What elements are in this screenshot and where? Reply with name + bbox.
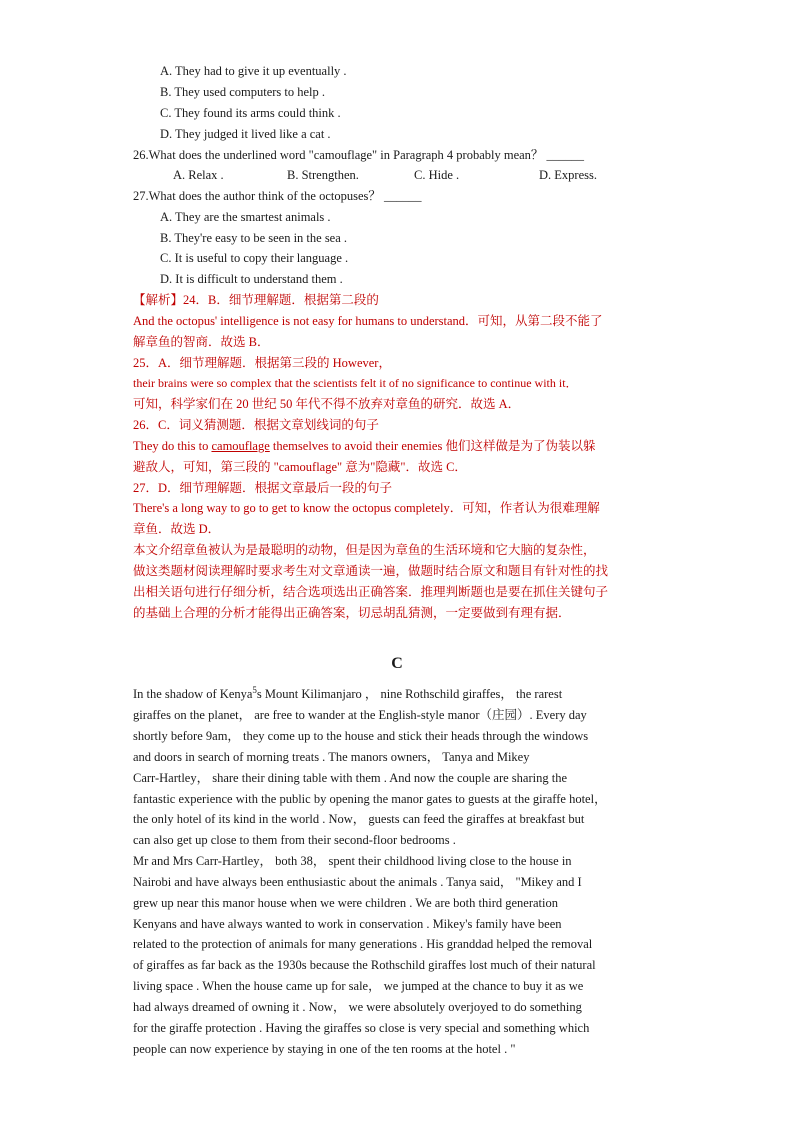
q27-option-c: C. It is useful to copy their language . [160,251,349,265]
q26-option-a: A. Relax . [173,168,224,182]
passage-line: Carr-Hartley， share their dining table with them . And now the couple are sharing the [133,771,567,785]
q27-option-a: A. They are the smartest animals . [160,210,331,224]
passage-line: and doors in search of morning treats . The manors owners， Tanya and Mikey [133,750,530,764]
analysis-26-underlined-word: camouflage [211,439,270,453]
analysis-27-quote-line [133,500,600,516]
analysis-27-conclusion: 章鱼．故选 D． [133,522,221,536]
analysis-24-quote-line [133,313,603,329]
passage-line: related to the protection of animals for many generations . His granddad helped the removal [133,937,593,951]
analysis-24-head [133,292,379,308]
analysis-25-head: 25．A．细节理解题．根据第三段的 However， [133,356,391,370]
passage-line: Mr and Mrs Carr-Hartley， both 38， spent their childhood living close to the house in [133,854,572,868]
analysis-summary-line: 的基础上合理的分析才能得出正确答案，切忌胡乱猜测，一定要做到有理有据． [133,606,571,620]
analysis-tag: 【解析】 [133,293,184,307]
passage-line-start: In the shadow of Kenya [133,687,253,701]
analysis-26-quote-start: They do this to [133,439,212,453]
analysis-25-quote: their brains were so complex that the scientists felt it of no significance to continue with it． [133,376,578,390]
analysis-25-conclusion: 可知，科学家们在 20 世纪 50 年代不得不放弃对章鱼的研究．故选 A． [133,397,521,411]
analysis-summary-line: 本文介绍章鱼被认为是最聪明的动物，但是因为章鱼的生活环境和它大脑的复杂性， [133,543,596,557]
analysis-summary-line: 出相关语句进行仔细分析，结合选项选出正确答案．推理判断题也是要在抓住关键句子 [133,585,609,599]
q25-option-c: C. They found its arms could think . [160,106,341,120]
passage-line [133,686,562,702]
q26-option-b: B. Strengthen. [287,168,359,182]
passage-line: people can now experience by staying in one of the ten rooms at the hotel . " [133,1042,516,1056]
analysis-26-tail: 他们这样做是为了伪装以躲 [442,439,596,453]
analysis-26-quote-line [133,438,595,454]
analysis-26-quote-end: themselves to avoid their enemies [269,439,443,453]
passage-line: had always dreamed of owning it . Now， we were absolutely overjoyed to do something [133,1000,582,1014]
q25-option-d: D. They judged it lived like a cat . [160,127,331,141]
passage-line: of giraffes as far back as the 1930s because the Rothschild giraffes lost much of their natural [133,958,596,972]
q26-option-d: D. Express. [539,168,597,182]
passage-line: giraffes on the planet， are free to wander at the English-style manor（庄园）. Every day [133,708,587,722]
analysis-27-head: 27．D．细节理解题．根据文章最后一段的句子 [133,481,393,495]
q26-question: 26.What does the underlined word "camouflage" in Paragraph 4 probably mean？ ______ [133,148,585,162]
analysis-24-conclusion: 解章鱼的智商．故选 B． [133,335,270,349]
passage-line: for the giraffe protection . Having the giraffes so close is very special and something which [133,1021,590,1035]
passage-line: living space . When the house came up for sale， we jumped at the chance to buy it as we [133,979,584,993]
section-title: C [391,655,403,672]
passage-line: can also get up close to them from their second-floor bedrooms . [133,833,456,847]
passage-line: grew up near this manor house when we were children . We are both third generation [133,896,559,910]
q27-option-b: B. They're easy to be seen in the sea . [160,231,348,245]
q27-question: 27.What does the author think of the octopuses？ ______ [133,189,422,203]
analysis-27-quote: There's a long way to go to get to know the octopus completely． [133,501,463,515]
analysis-27-tail: 可知，作者认为很难理解 [462,501,600,515]
analysis-26-head: 26．C．词义猜测题．根据文章划线词的句子 [133,418,379,432]
passage-line: Nairobi and have always been enthusiastic about the animals . Tanya said， "Mikey and I [133,875,582,889]
passage-line: fantastic experience with the public by opening the manor gates to guests at the giraffe hotel， [133,792,607,806]
q25-option-a: A. They had to give it up eventually . [160,64,347,78]
q26-option-c: C. Hide . [414,168,460,182]
passage-line: Kenyans and have always wanted to work in conservation . Mikey's family have been [133,917,562,931]
analysis-26-conclusion: 避敌人，可知，第三段的 "camouflage" 意为"隐藏"．故选 C． [133,460,467,474]
passage-line: the only hotel of its kind in the world . Now， guests can feed the giraffes at breakfast but [133,812,585,826]
analysis-24-tail: 可知，从第二段不能了 [477,314,603,328]
passage-line-rest: s Mount Kilimanjaro ， nine Rothschild giraffes， the rarest [256,687,563,701]
passage-line: shortly before 9am， they come up to the house and stick their heads through the windows [133,729,589,743]
analysis-24-label: 24．B．细节理解题．根据第二段的 [183,293,379,307]
q25-option-b: B. They used computers to help . [160,85,326,99]
q27-option-d: D. It is difficult to understand them . [160,272,343,286]
analysis-summary-line: 做这类题材阅读理解时要求考生对文章通读一遍，做题时结合原文和题目有针对性的找 [133,564,609,578]
passage-superscript: 5 [252,684,257,695]
analysis-24-quote: And the octopus' intelligence is not easy for humans to understand． [133,314,478,328]
